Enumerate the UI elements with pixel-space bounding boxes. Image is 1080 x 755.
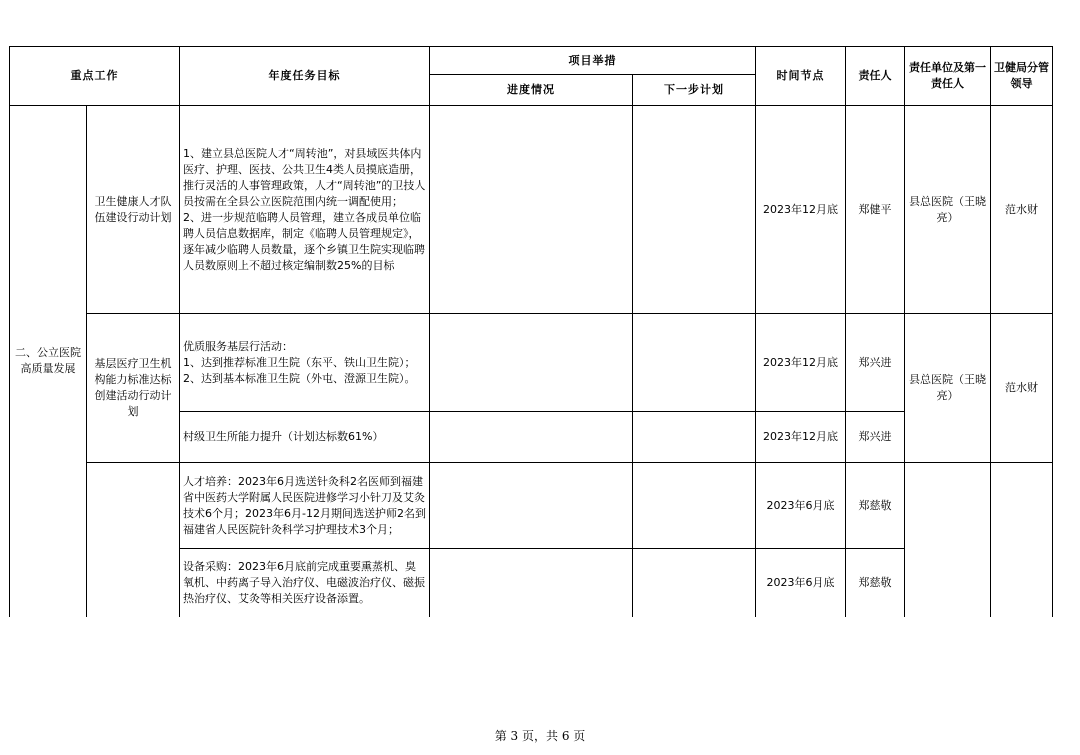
leader-cell: 范水财 (991, 314, 1053, 463)
plan-cell (87, 463, 180, 617)
goal-cell: 人才培养：2023年6月选送针灸科2名医师到福建省中医药大学附属人民医院进修学习小针刀及艾灸技术6个月；2023年6月-12月期间选送护师2名到福建省人民医院针灸科学习护理技术3个月； (180, 463, 430, 549)
next-plan-cell (633, 106, 756, 314)
page-footer: 第 3 页，共 6 页 (494, 729, 586, 743)
time-cell: 2023年6月底 (756, 549, 846, 617)
goal-cell: 村级卫生所能力提升（计划达标数61%） (180, 412, 430, 463)
header-time-node: 时间节点 (756, 47, 846, 106)
goal-cell: 设备采购：2023年6月底前完成重要熏蒸机、臭氧机、中药离子导入治疗仪、电磁波治疗仪、磁振热治疗仪、艾灸等相关医疗设备添置。 (180, 549, 430, 617)
person-cell: 郑慈敬 (846, 549, 905, 617)
progress-cell (430, 412, 633, 463)
unit-cell (905, 463, 991, 617)
category-cell: 二、公立医院高质量发展 (10, 106, 87, 617)
table-row (10, 463, 1053, 549)
time-cell: 2023年12月底 (756, 314, 846, 412)
person-cell: 郑慈敬 (846, 463, 905, 549)
unit-cell: 县总医院（王晓亮） (905, 314, 991, 463)
person-cell: 郑兴进 (846, 412, 905, 463)
header-unit-first: 责任单位及第一责任人 (905, 47, 991, 106)
next-plan-cell (633, 463, 756, 549)
header-measures: 项目举措 (430, 47, 756, 75)
progress-cell (430, 314, 633, 412)
work-plan-table (9, 46, 1053, 617)
table-row (10, 106, 1053, 314)
unit-cell: 县总医院（王晓亮） (905, 106, 991, 314)
plan-cell: 卫生健康人才队伍建设行动计划 (87, 106, 180, 314)
header-next-plan: 下一步计划 (633, 75, 756, 106)
time-cell: 2023年12月底 (756, 412, 846, 463)
header-leader: 卫健局分管领导 (991, 47, 1053, 106)
goal-cell: 优质服务基层行活动： 1、达到推荐标准卫生院（东平、铁山卫生院）； 2、达到基本标准卫生院（外屯、澄源卫生院）。 (180, 314, 430, 412)
leader-cell (991, 463, 1053, 617)
header-annual-goal: 年度任务目标 (180, 47, 430, 106)
progress-cell (430, 106, 633, 314)
header-responsible: 责任人 (846, 47, 905, 106)
table-row (10, 314, 1053, 412)
person-cell: 郑兴进 (846, 314, 905, 412)
progress-cell (430, 549, 633, 617)
time-cell: 2023年6月底 (756, 463, 846, 549)
time-cell: 2023年12月底 (756, 106, 846, 314)
next-plan-cell (633, 412, 756, 463)
plan-cell: 基层医疗卫生机构能力标准达标创建活动行动计划 (87, 314, 180, 463)
next-plan-cell (633, 549, 756, 617)
header-progress: 进度情况 (430, 75, 633, 106)
goal-cell: 1、建立县总医院人才“周转池”，对县域医共体内医疗、护理、医技、公共卫生4类人员摸底造册，推行灵活的人事管理政策，人才“周转池”的卫技人员按需在全县公立医院范围内统一调配使用； 2、进一步规范临聘人员管理，建立各成员单位临聘人员信息数据库，制定《临聘人员管理规定》，逐年减少临聘人员数量，逐个乡镇卫生院实现临聘人员数原则上不超过核定编制数25%的目标 (180, 106, 430, 314)
progress-cell (430, 463, 633, 549)
leader-cell: 范水财 (991, 106, 1053, 314)
person-cell: 郑健平 (846, 106, 905, 314)
next-plan-cell (633, 314, 756, 412)
header-key-work: 重点工作 (10, 47, 180, 106)
